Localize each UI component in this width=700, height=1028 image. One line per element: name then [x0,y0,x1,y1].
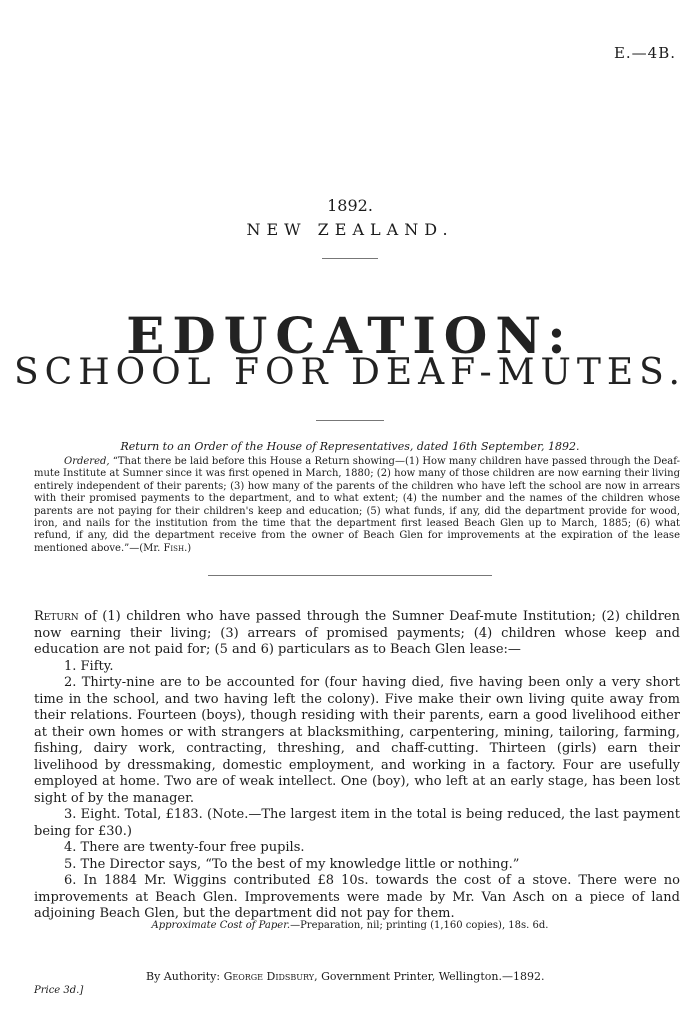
ordered-text: “That there be laid before this House a Return showing—(1) How many children have passed through the Deaf-mute Institute at Sumner since it was first opened in March, 1880; (2) how many of those children are now earning their living entirely independent of their parents; (3) how many of the parents of the children who have left the school are now in arrears with their promised payments to the department, and to what extent; (4) the number and the names of the children whose parents are not paying for their children's keep and education; (5) what funds, if any, did the department provide for wood, iron, and nails for the institution from the time that the department first leased Beach Glen up to March, 1885; (6) what refund, if any, did the department receive from the owner of Beach Glen for improvements at the expiration of the lease mentioned above.”—(Mr. [34,456,680,554]
ordered-paragraph [34,456,680,555]
return-item-3: 3. Eight. Total, £183. (Note.—The largest item in the total is being reduced, the last payment being for £30.) [34,807,680,839]
authority-lead: By Authority: [146,970,221,983]
page-reference: E.—4B. [613,44,676,62]
cost-text: —Preparation, nil; printing (1,160 copies), 18s. 6d. [290,920,549,931]
return-order-line: Return to an Order of the House of Representatives, dated 16th September, 1892. [120,440,580,453]
document-title: EDUCATION: [126,306,574,365]
ordered-lead: Ordered, [64,456,110,467]
member-name: Fish [163,542,185,554]
cost-lead: Approximate Cost of Paper. [151,920,291,931]
return-item-1: 1. Fifty. [64,658,114,674]
ordered-close: .) [184,542,192,554]
divider-rule [208,575,492,576]
return-lead: Return [34,609,79,624]
cost-of-paper [0,920,700,931]
return-item-2: 2. Thirty-nine are to be accounted for (four having died, five having been only a very short time in the school, and two having left the colony). Five make their own living quite away from their relations. Fourteen (boys), though residing with their parents, earn a good livelihood either at their own homes or with strangers at blacksmithing, carpentering, mining, tailoring, farming, fishing, dairy work, contracting, threshing, and chaff-cutting. Thirteen (girls) earn their livelihood by dressmaking, domestic employment, and working in a factory. Four are usefully employed at home. Two are of weak intellect. One (boy), who left at an early stage, has been lost sight of by the manager. [34,675,680,806]
return-item-6: 6. In 1884 Mr. Wiggins contributed £8 10s. towards the cost of a stove. There were no improvements at Beach Glen. Improvements were made by Mr. Van Asch on a piece of land adjoining Beach Glen, but the department did not pay for them. [34,873,680,921]
price-note: Price 3d.] [34,985,84,996]
return-item-5: 5. The Director says, “To the best of my knowledge little or nothing.” [64,856,520,872]
divider-rule [316,420,384,421]
year-heading: 1892. [327,196,373,215]
return-intro [34,609,680,659]
printer-name: George Didsbury [223,970,315,983]
return-item-4: 4. There are twenty-four free pupils. [64,840,305,855]
country-heading: NEW ZEALAND. [246,220,454,239]
authority-tail: , Government Printer, Wellington.—1892. [314,970,545,983]
return-intro-text: of (1) children who have passed through the Sumner Deaf-mute Institution; (2) children now earning their living; (3) arrears of promised payments; (4) children whose keep and education are not paid for; (5 and 6) particulars as to Beach Glen lease:— [34,609,680,657]
return-body [34,609,680,923]
divider-rule [322,258,378,259]
printer-authority [146,970,544,983]
document-subtitle: SCHOOL FOR DEAF-MUTES. [14,352,686,393]
